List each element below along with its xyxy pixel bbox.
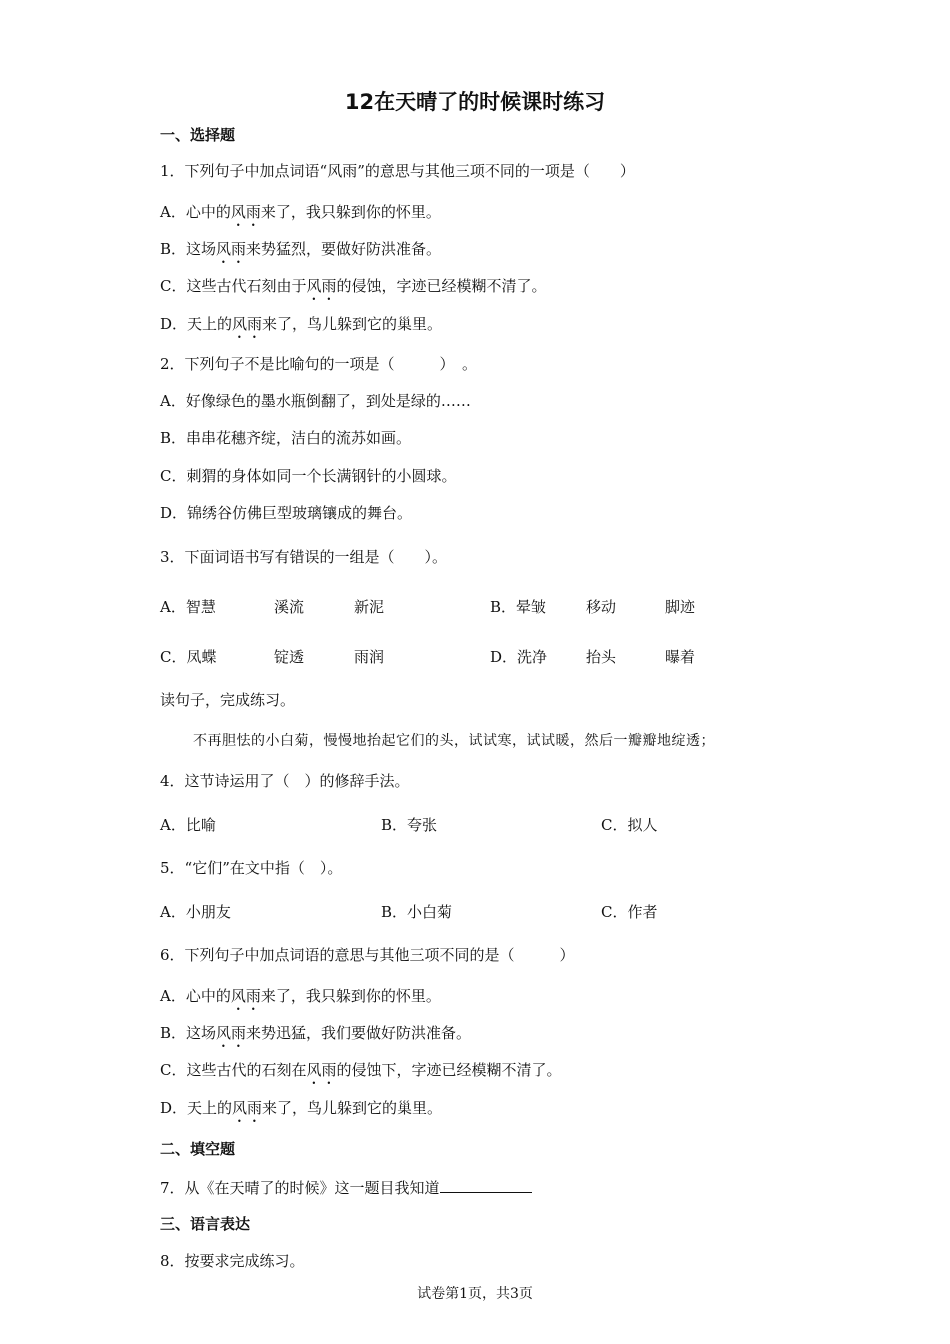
question-5-option-a: A．小朋友 [160,903,231,921]
section-heading-expression: 三、语言表达 [160,1215,251,1233]
reading-poem-excerpt: 不再胆怯的小白菊，慢慢地抬起它们的头，试试寒，试试暖，然后一瓣瓣地绽透； [193,733,715,749]
page-title: 12在天晴了的时候课时练习 [344,90,606,114]
question-2-option-c: C．刺猬的身体如同一个长满钢针的小圆球。 [160,467,457,485]
answer-blank[interactable] [440,1178,532,1193]
question-6-option-b: B．这场风雨来势迅猛，我们要做好防洪准备。 [160,1024,472,1042]
reading-intro: 读句子，完成练习。 [160,691,296,709]
question-6-stem: 6．下列句子中加点词语的意思与其他三项不同的是（ ） [160,946,575,964]
question-3-option-a-word: 溪流 [274,598,305,616]
question-4-option-b: B．夸张 [381,816,438,834]
question-3-option-b-word: 移动 [586,598,617,616]
question-2-option-b: B．串串花穗齐绽，洁白的流苏如画。 [160,429,412,447]
question-3-option-d-word: 抬头 [586,648,617,666]
question-1-option-a: A．心中的风雨来了，我只躲到你的怀里。 [160,203,441,221]
question-5-stem: 5．“它们”在文中指（ ）。 [160,859,343,877]
question-2-option-a: A．好像绿色的墨水瓶倒翻了，到处是绿的…… [160,392,471,410]
question-5-option-c: C．作者 [601,903,658,921]
question-3-stem: 3．下面词语书写有错误的一组是（ ）。 [160,548,448,566]
question-2-stem: 2．下列句子不是比喻句的一项是（ ） 。 [160,355,478,373]
question-1-stem: 1．下列句子中加点词语“风雨”的意思与其他三项不同的一项是（ ） [160,162,635,180]
question-3-option-d-label: D．洗净 [490,648,548,666]
question-5-option-b: B．小白菊 [381,903,453,921]
question-6-option-d: D．天上的风雨来了，鸟儿躲到它的巢里。 [160,1099,443,1117]
question-3-option-d-word: 曝着 [665,648,696,666]
question-3-option-a-word: 新泥 [354,598,385,616]
question-6-option-c: C．这些古代的石刻在风雨的侵蚀下，字迹已经模糊不清了。 [160,1061,562,1079]
question-3-option-a-label: A．智慧 [160,598,216,616]
question-4-stem: 4．这节诗运用了（ ）的修辞手法。 [160,772,410,790]
section-heading-fill: 二、填空题 [160,1140,236,1158]
question-2-option-d: D．锦绣谷仿佛巨型玻璃镶成的舞台。 [160,504,413,522]
question-3-option-b-label: B．晕皱 [490,598,547,616]
section-heading-choice: 一、选择题 [160,126,236,144]
question-7-stem: 7．从《在天晴了的时候》这一题目我知道 [160,1178,532,1198]
question-3-option-c-word: 锭透 [274,648,305,666]
question-4-option-c: C．拟人 [601,816,658,834]
question-1-option-d: D．天上的风雨来了，鸟儿躲到它的巢里。 [160,315,443,333]
question-1-option-b: B．这场风雨来势猛烈，要做好防洪准备。 [160,240,442,258]
question-3-option-c-word: 雨润 [354,648,385,666]
question-8-stem: 8．按要求完成练习。 [160,1252,305,1270]
page-footer: 试卷第1页，共3页 [417,1286,533,1302]
question-3-option-c-label: C．凤蝶 [160,648,217,666]
question-1-option-c: C．这些古代石刻由于风雨的侵蚀，字迹已经模糊不清了。 [160,277,547,295]
question-6-option-a: A．心中的风雨来了，我只躲到你的怀里。 [160,987,441,1005]
question-4-option-a: A．比喻 [160,816,216,834]
question-3-option-b-word: 脚迹 [665,598,696,616]
